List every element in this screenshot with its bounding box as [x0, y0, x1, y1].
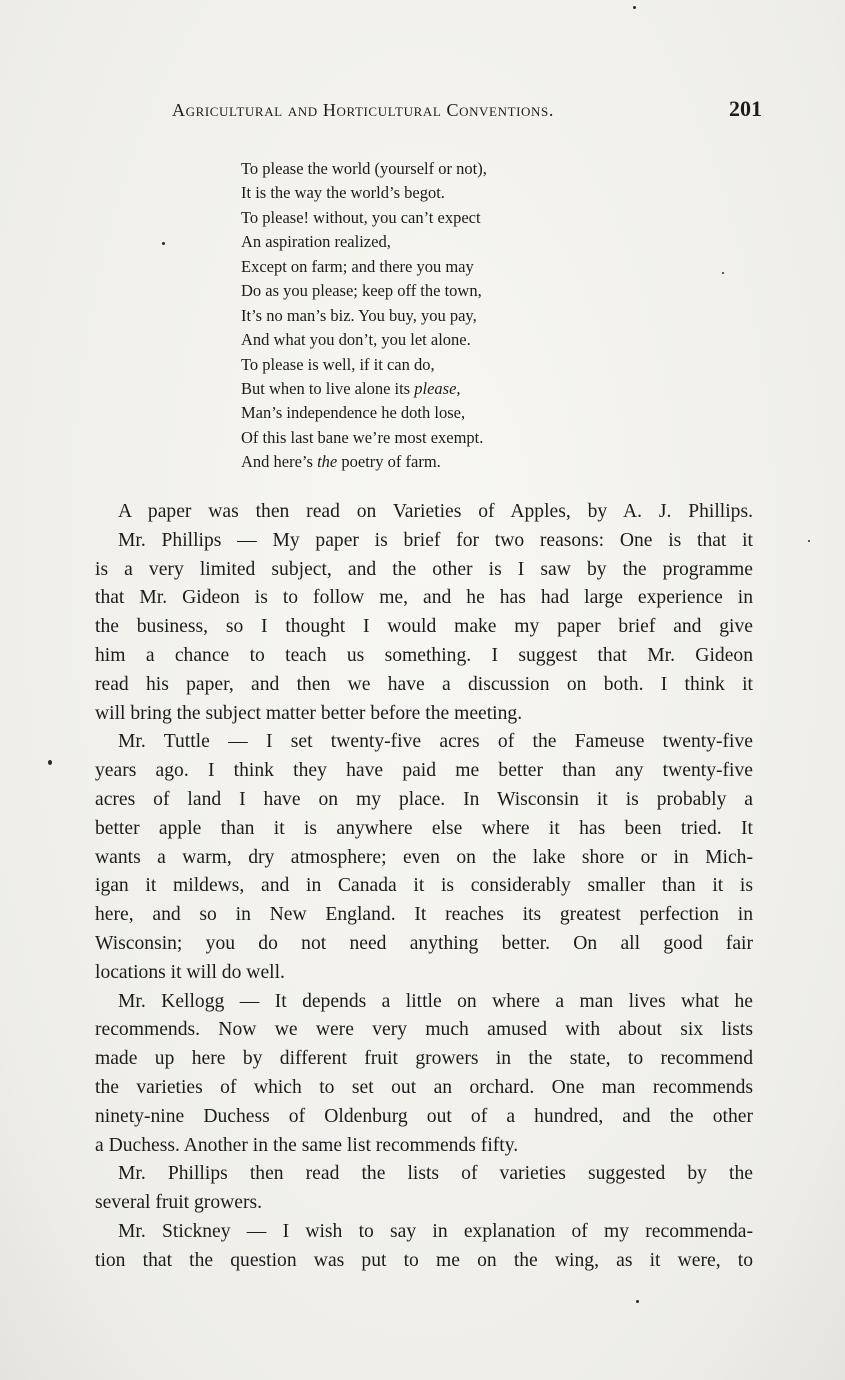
poem-italic-word: the — [317, 452, 338, 472]
speck — [162, 242, 165, 245]
text-line: him a chance to teach us something. I suggest that Mr. Gideon — [95, 644, 753, 666]
poem-line: And what you don’t, you let alone. — [241, 330, 471, 350]
text-line: will bring the subject matter better before the meeting. — [95, 702, 523, 724]
poem-line — [241, 377, 601, 401]
text-line: tion that the question was put to me on the wing, as it were, to — [95, 1249, 753, 1271]
text-line: ninety-nine Duchess of Oldenburg out of a hundred, and the other — [95, 1105, 753, 1127]
speck — [722, 272, 724, 274]
poem-italic-word: please, — [414, 378, 461, 398]
poem-line: It is the way the world’s begot. — [241, 183, 445, 203]
page-number: 201 — [729, 96, 762, 121]
text-line: several fruit growers. — [95, 1192, 263, 1214]
text-line: read his paper, and then we have a discussion on both. I think it — [95, 673, 753, 695]
text-line: years ago. I think they have paid me better than any twenty-five — [95, 760, 753, 782]
text-line: locations it will do well. — [95, 961, 285, 983]
text-line: is a very limited subject, and the other is I saw by the programme — [95, 558, 753, 580]
text-line: wants a warm, dry atmosphere; even on the lake shore or in Mich- — [95, 846, 753, 868]
poem-line: Except on farm; and there you may — [241, 256, 474, 276]
text-line: Mr. Stickney — I wish to say in explanation of my recommenda- — [118, 1220, 753, 1242]
poem-line: To please is well, if it can do, — [241, 354, 435, 374]
paragraph — [95, 728, 753, 987]
text-line: better apple than it is anywhere else where it has been tried. It — [95, 817, 753, 839]
paragraph — [95, 498, 753, 527]
text-line: igan it mildews, and in Canada it is considerably smaller than it is — [95, 875, 753, 897]
poem — [241, 157, 601, 475]
poem-text: poetry of farm. — [337, 452, 441, 472]
text-line: the business, so I thought I would make my paper brief and give — [95, 616, 753, 638]
text-line: that Mr. Gideon is to follow me, and he has had large experience in — [95, 587, 753, 609]
text-line: acres of land I have on my place. In Wisconsin it is probably a — [95, 788, 753, 810]
paragraph — [95, 527, 753, 729]
text-line: the varieties of which to set out an orchard. One man recommends — [95, 1076, 753, 1098]
poem-text: But when to live alone its — [241, 378, 415, 398]
text-line: Mr. Tuttle — I set twenty-five acres of the Fameuse twenty-five — [118, 731, 753, 753]
poem-line: An aspiration realized, — [241, 232, 391, 252]
text-line: Mr. Phillips then read the lists of varieties suggested by the — [118, 1163, 753, 1185]
running-title: Agricultural and Horticultural Conventions. — [172, 100, 554, 120]
speck — [48, 760, 52, 765]
paragraph — [95, 1218, 753, 1276]
poem-line: Do as you please; keep off the town, — [241, 281, 482, 301]
speck — [636, 1300, 639, 1303]
speck — [808, 540, 810, 542]
running-head — [172, 96, 762, 128]
text-line: recommends. Now we were very much amused with about six lists — [95, 1019, 753, 1041]
poem-line — [241, 450, 601, 474]
poem-text: And here’s — [241, 452, 318, 472]
poem-line: Man’s independence he doth lose, — [241, 403, 466, 423]
text-line: A paper was then read on Varieties of Apples, by A. J. Phillips. — [118, 501, 753, 522]
poem-line: To please! without, you can’t expect — [241, 207, 481, 227]
paragraph — [95, 1160, 753, 1218]
text-line: a Duchess. Another in the same list recommends fifty. — [95, 1134, 519, 1156]
text-line: Wisconsin; you do not need anything better. On all good fair — [95, 932, 753, 954]
text-line: made up here by different fruit growers in the state, to recommend — [95, 1048, 753, 1070]
speck — [633, 6, 636, 9]
poem-line: To please the world (yourself or not), — [241, 159, 487, 178]
text-line: Mr. Kellogg — It depends a little on where a man lives what he — [118, 990, 753, 1012]
poem-line: It’s no man’s biz. You buy, you pay, — [241, 305, 477, 325]
text-line: here, and so in New England. It reaches its greatest perfection in — [95, 904, 753, 926]
body-text — [95, 498, 753, 1276]
poem-line: Of this last bane we’re most exempt. — [241, 427, 484, 447]
paragraph — [95, 988, 753, 1161]
text-line: Mr. Phillips — My paper is brief for two reasons: One is that it — [118, 529, 753, 551]
